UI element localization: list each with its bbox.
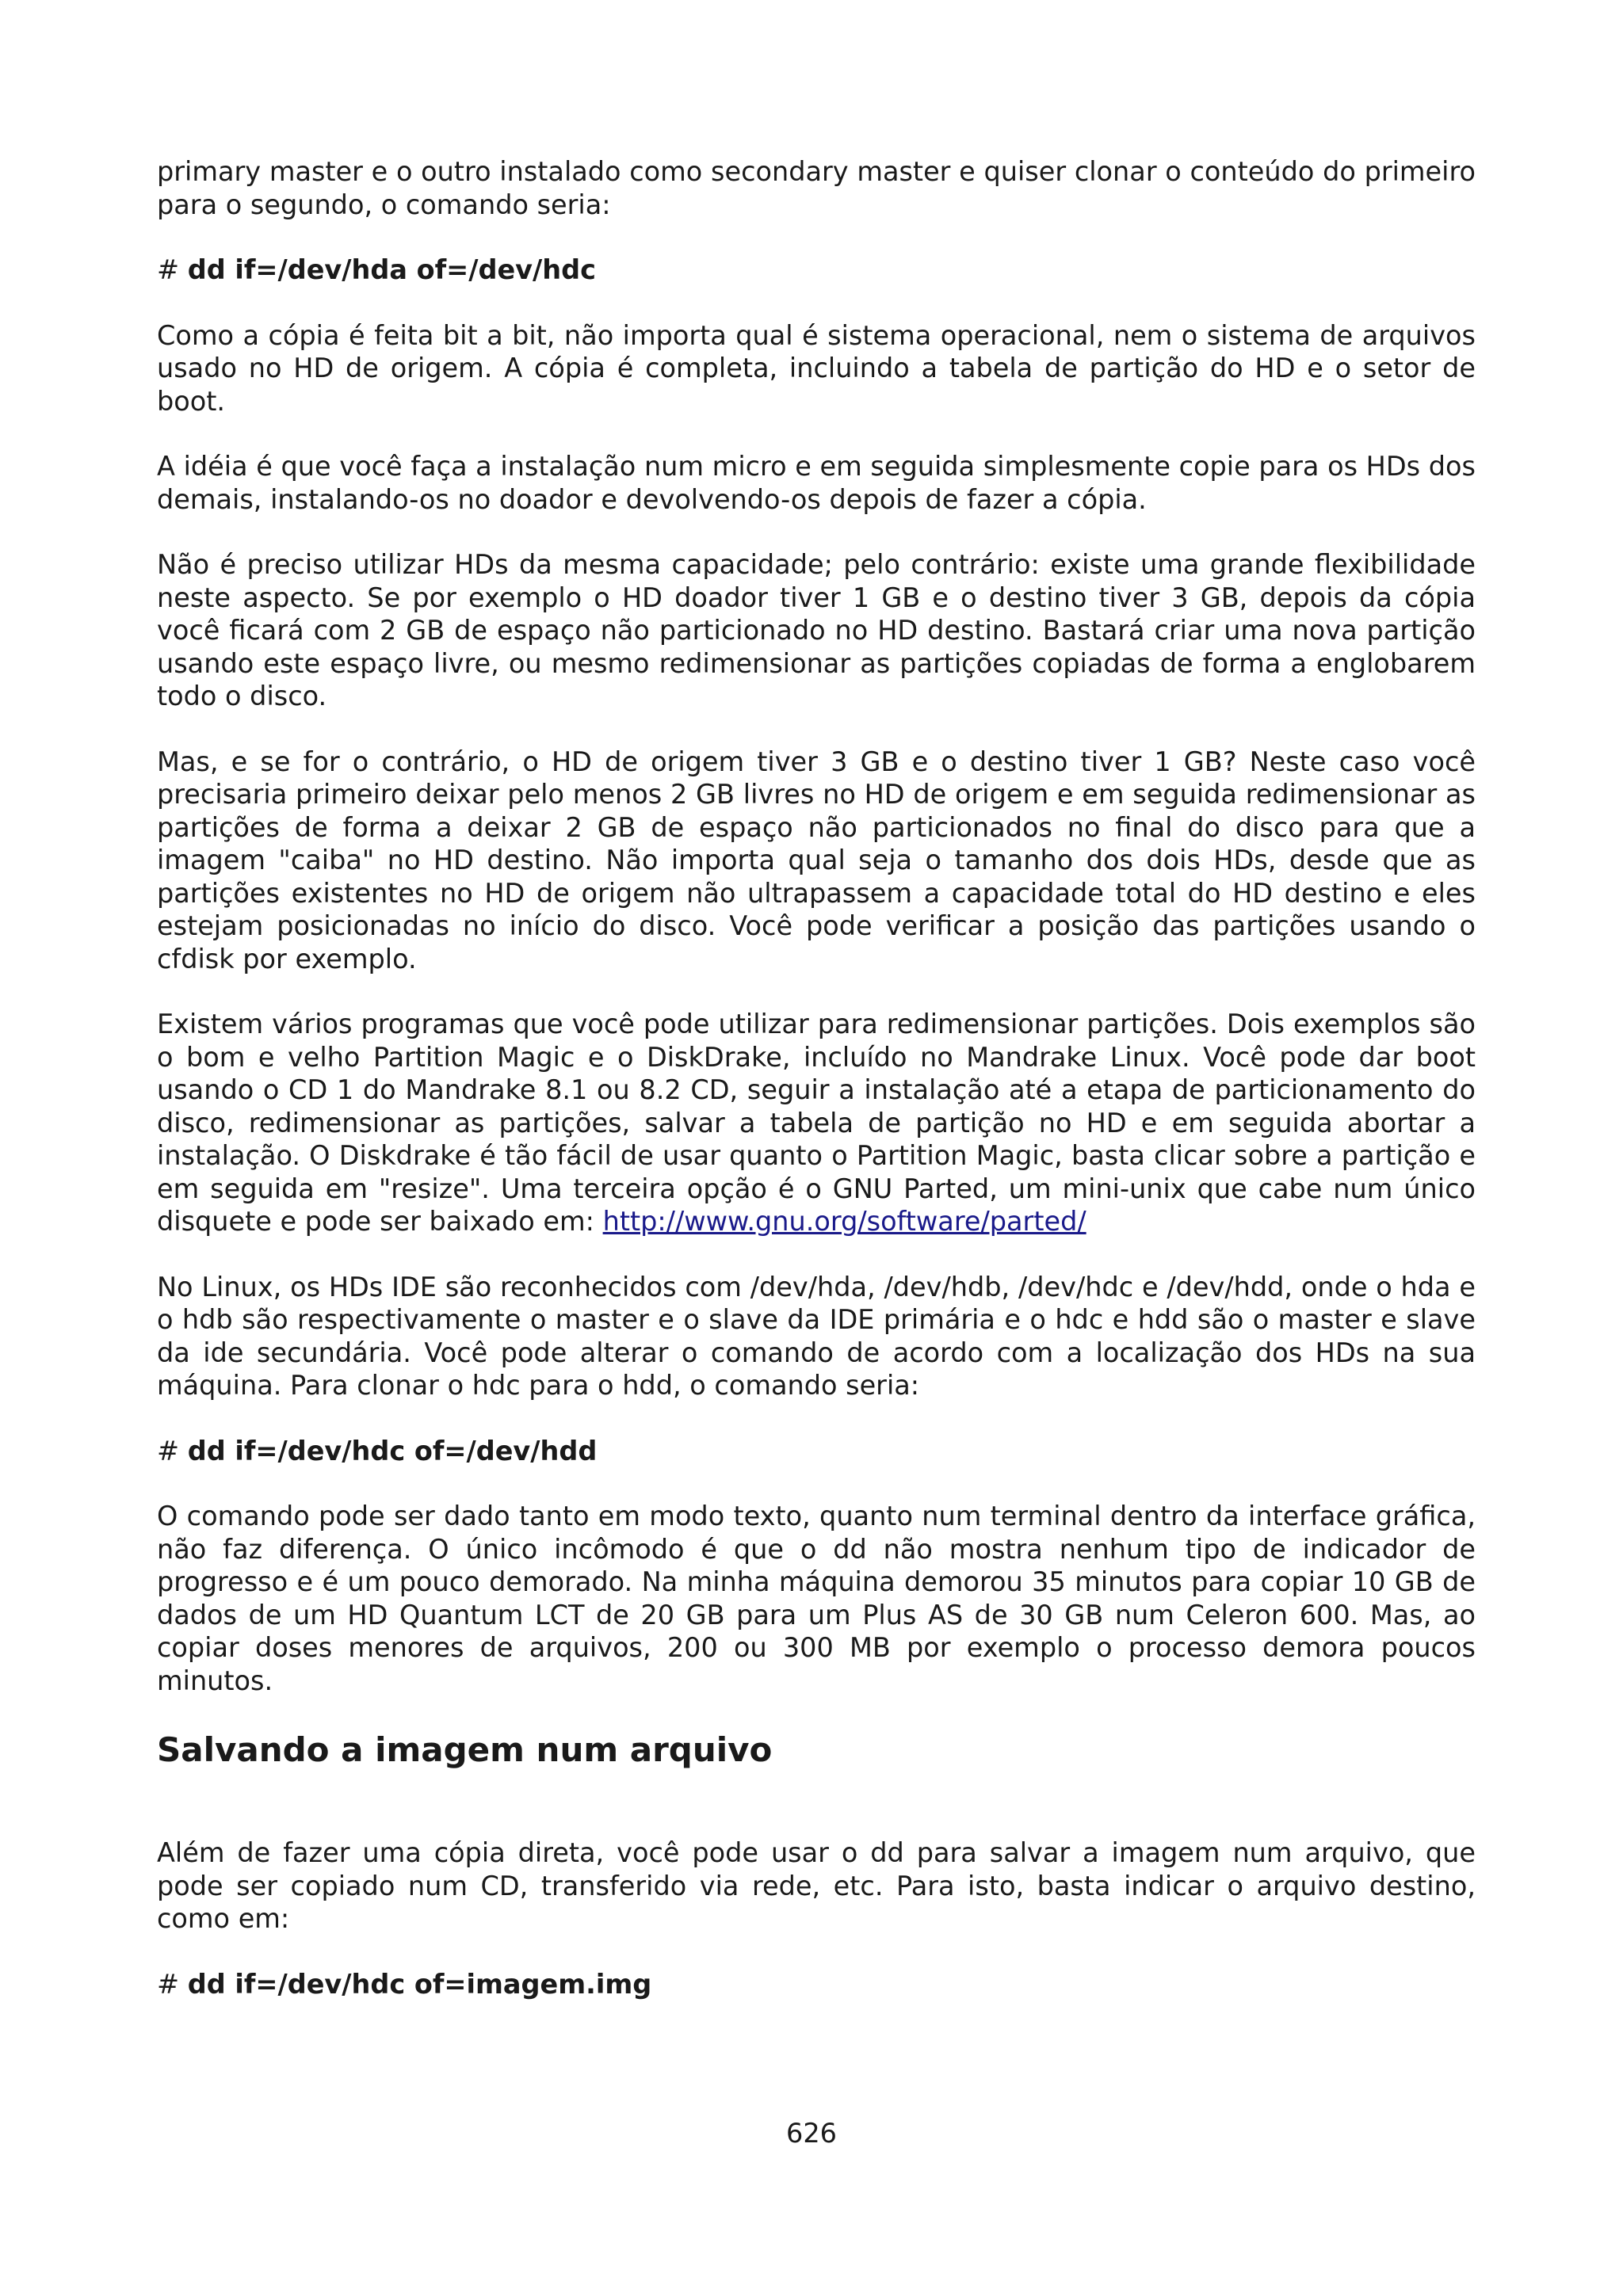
paragraph-resize-programs bbox=[157, 1008, 1476, 1238]
section-heading: Salvando a imagem num arquivo bbox=[157, 1730, 773, 1769]
paragraph-smaller-destination: Mas, e se for o contrário, o HD de origem tiver 3 GB e o destino tiver 1 GB? Neste caso você precisaria primeiro deixar pelo menos 2 GB livres no HD de origem e em seguida redimensionar as partições de forma a deixar 2 GB de espaço não particionados no final do disco para que a imagem "caiba" no HD destino. Não importa qual seja o tamanho dos dois HDs, desde que as partições existentes no HD de origem não ultrapassem a capacidade total do HD destino e eles estejam posicionadas no início do disco. Você pode verificar a posição das partições usando o cfdisk por exemplo. bbox=[157, 746, 1476, 974]
paragraph-capacity: Não é preciso utilizar HDs da mesma capacidade; pelo contrário: existe uma grande flexibilidade neste aspecto. Se por exemplo o HD doador tiver 1 GB e o destino tiver 3 GB, depois da cópia você ficará com 2 GB de espaço não particionado no HD destino. Bastará criar uma nova partição usando este espaço livre, ou mesmo redimensionar as partições copiadas de forma a englobarem todo o disco. bbox=[157, 549, 1476, 711]
document-body bbox=[157, 155, 1476, 2033]
paragraph-save-image: Além de fazer uma cópia direta, você pode usar o dd para salvar a imagem num arquivo, que pode ser copiado num CD, transferido via rede, etc. Para isto, basta indicar o arquivo destino, como em: bbox=[157, 1837, 1476, 1934]
command-text: dd if=/dev/hdc of=imagem.img bbox=[187, 1968, 652, 2000]
paragraph-resize-programs-text: Existem vários programas que você pode utilizar para redimensionar partições. Dois exemplos são o bom e velho Partition Magic e o DiskDrake, incluído no Mandrake Linux. Você pode dar boot usando o CD 1 do Mandrake 8.1 ou 8.2 CD, seguir a instalação até a etapa de particionamento do disco, redimensionar as partições, salvar a tabela de partição no HD e em seguida abortar a instalação. O Diskdrake é tão fácil de usar quanto o Partition Magic, basta clicar sobre a partição e em seguida em "resize". Uma terceira opção é o GNU Parted, um mini-unix que cabe num único disquete e pode ser baixado em: bbox=[157, 1009, 1476, 1237]
command-line-hdc-to-hdd bbox=[157, 1435, 1476, 1468]
command-prompt: # bbox=[157, 1968, 180, 2000]
paragraph-install-idea: A idéia é que você faça a instalação num micro e em seguida simplesmente copie para os HDs dos demais, instalando-os no doador e devolvendo-os depois de fazer a cópia. bbox=[157, 451, 1476, 515]
command-text: dd if=/dev/hda of=/dev/hdc bbox=[187, 254, 596, 285]
command-text: dd if=/dev/hdc of=/dev/hdd bbox=[187, 1435, 598, 1466]
paragraph-bit-copy: Como a cópia é feita bit a bit, não importa qual é sistema operacional, nem o sistema de arquivos usado no HD de origem. A cópia é completa, incluindo a tabela de partição do HD e o setor de boot. bbox=[157, 319, 1476, 417]
paragraph-linux-devices: No Linux, os HDs IDE são reconhecidos com /dev/hda, /dev/hdb, /dev/hdc e /dev/hdd, onde o hda e o hdb são respectivamente o master e o slave da IDE primária e o hdc e hdd são o master e slave da ide secundária. Você pode alterar o comando de acordo com a localização dos HDs na sua máquina. Para clonar o hdc para o hdd, o comando seria: bbox=[157, 1271, 1476, 1401]
paragraph-progress-note: O comando pode ser dado tanto em modo texto, quanto num terminal dentro da interface gráfica, não faz diferença. O único incômodo é que o dd não mostra nenhum tipo de indicador de progresso e é um pouco demorado. Na minha máquina demorou 35 minutos para copiar 10 GB de dados de um HD Quantum LCT de 20 GB para um Plus AS de 30 GB num Celeron 600. Mas, ao copiar doses menores de arquivos, 200 ou 300 MB por exemplo o processo demora poucos minutos. bbox=[157, 1501, 1476, 1696]
page-number: 626 bbox=[786, 2118, 837, 2149]
command-prompt: # bbox=[157, 1435, 180, 1466]
command-line-hdc-to-image bbox=[157, 1968, 1476, 2001]
paragraph-clone-intro: primary master e o outro instalado como secondary master e quiser clonar o conteúdo do primeiro para o segundo, o comando seria: bbox=[157, 156, 1476, 220]
command-prompt: # bbox=[157, 254, 180, 285]
command-line-hda-to-hdc bbox=[157, 254, 1476, 287]
gnu-parted-link[interactable]: http://www.gnu.org/software/parted/ bbox=[602, 1206, 1086, 1237]
